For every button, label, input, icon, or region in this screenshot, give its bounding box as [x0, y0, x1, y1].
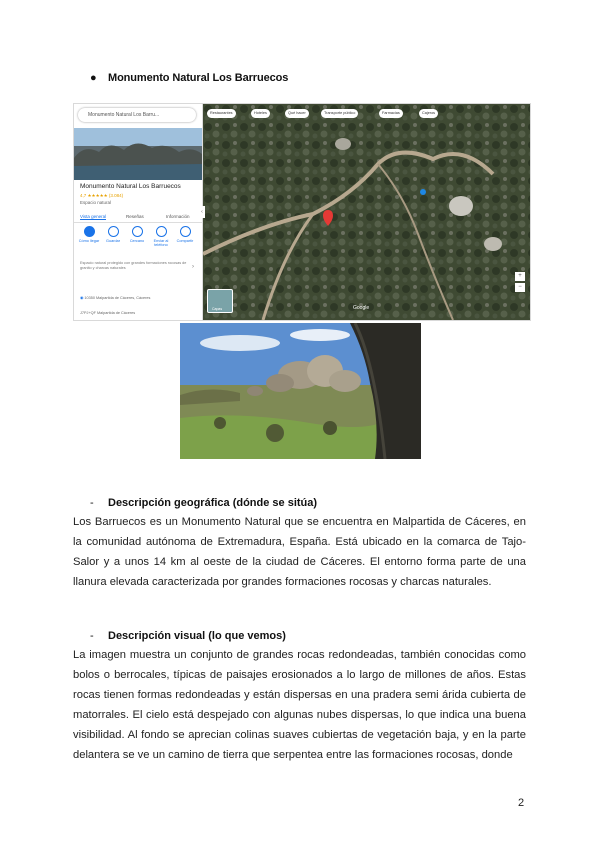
chip-transit[interactable]: Transporte público	[321, 109, 358, 118]
place-name: Monumento Natural Los Barruecos	[80, 183, 181, 190]
save-button[interactable]: Guardar	[102, 226, 124, 243]
tab-overview[interactable]: Vista general	[80, 214, 107, 219]
place-panel	[74, 104, 203, 320]
zoom-out-button[interactable]: −	[515, 283, 525, 292]
chevron-right-icon[interactable]: ›	[192, 264, 194, 270]
directions-button[interactable]: Cómo llegar	[78, 226, 100, 243]
chip-hotels[interactable]: Hoteles	[251, 109, 270, 118]
directions-icon	[84, 226, 95, 237]
tab-reviews[interactable]: Reseñas	[126, 214, 144, 219]
chip-pharmacies[interactable]: Farmacias	[379, 109, 403, 118]
section-title-text: Monumento Natural Los Barruecos	[108, 72, 289, 84]
visual-marker: -	[90, 630, 94, 642]
nearby-icon	[132, 226, 143, 237]
satellite-map[interactable]	[203, 104, 530, 320]
place-photo	[74, 128, 202, 180]
geo-heading	[90, 497, 317, 509]
nearby-button[interactable]: Cercano	[126, 226, 148, 243]
barruecos-photo	[180, 323, 421, 459]
place-description: Espacio natural protegido con grandes formaciones rocosas de granito y charcas naturales	[80, 261, 187, 270]
visual-heading-text: Descripción visual (lo que vemos)	[108, 630, 286, 642]
bullet-icon: ●	[90, 72, 97, 84]
chip-atms[interactable]: Cajeros	[419, 109, 438, 118]
geo-marker: -	[90, 497, 94, 509]
place-type: Espacio natural	[80, 200, 112, 205]
visual-paragraph: La imagen muestra un conjunto de grandes rocas redondeadas, también conocidas como bolos o berrocales, típicas de paisajes erosionados a lo largo de millones de años. Estas rocas tienen formas redondeadas y están dispersas en una pradera semi árida cubierta de matorrales. El cielo está despejado con algunas nubes dispersas, lo que indica una buena visibilidad. Al fondo se aprecian colinas suaves cubiertas de vegetación baja, y en la parte delantera se ve un camino de tierra que serpentea entre las formaciones rocosas, donde	[73, 649, 526, 761]
place-address: ◉ 10350 Malpartida de Cáceres, Cáceres	[80, 296, 151, 300]
action-row	[78, 226, 198, 250]
bookmark-icon	[108, 226, 119, 237]
zoom-controls	[515, 272, 525, 312]
geo-heading-text: Descripción geográfica (dónde se sitúa)	[108, 497, 318, 509]
search-input[interactable]: Monumento Natural Los Barru...	[78, 108, 196, 122]
location-pin-icon: ◉	[80, 296, 85, 300]
plus-code: J7PJ+QF Malpartida de Cáceres	[80, 311, 136, 315]
visual-heading	[90, 630, 286, 642]
maps-screenshot	[73, 103, 531, 321]
share-icon	[180, 226, 191, 237]
geo-paragraph: Los Barruecos es un Monumento Natural que se encuentra en Malpartida de Cáceres, en la comunidad autónoma de Extremadura, España. Está ubicado en la comarca de Tajo-Salor y a unos 14 km al oeste de la ciudad de Cáceres. El entorno forma parte de una llanura elevada caracterizada por grandes formaciones rocosas y charcas naturales.	[73, 516, 526, 588]
google-logo: Google	[353, 305, 370, 311]
layers-toggle[interactable]: Capas	[207, 289, 233, 313]
phone-icon	[156, 226, 167, 237]
chip-things-to-do[interactable]: Qué hacer	[285, 109, 309, 118]
chip-restaurants[interactable]: Restaurantes	[207, 109, 236, 118]
section-title	[90, 72, 288, 84]
share-button[interactable]: Compartir	[174, 226, 196, 243]
send-to-phone-button[interactable]: Enviar al teléfono	[150, 226, 172, 247]
page-number: 2	[518, 797, 525, 809]
tab-info[interactable]: Información	[166, 214, 190, 219]
rating: 4,7 ★★★★★ (3.084)	[80, 193, 124, 198]
place-tabs	[74, 212, 202, 223]
collapse-panel-icon[interactable]: ‹	[199, 206, 205, 218]
zoom-in-button[interactable]: +	[515, 272, 525, 281]
